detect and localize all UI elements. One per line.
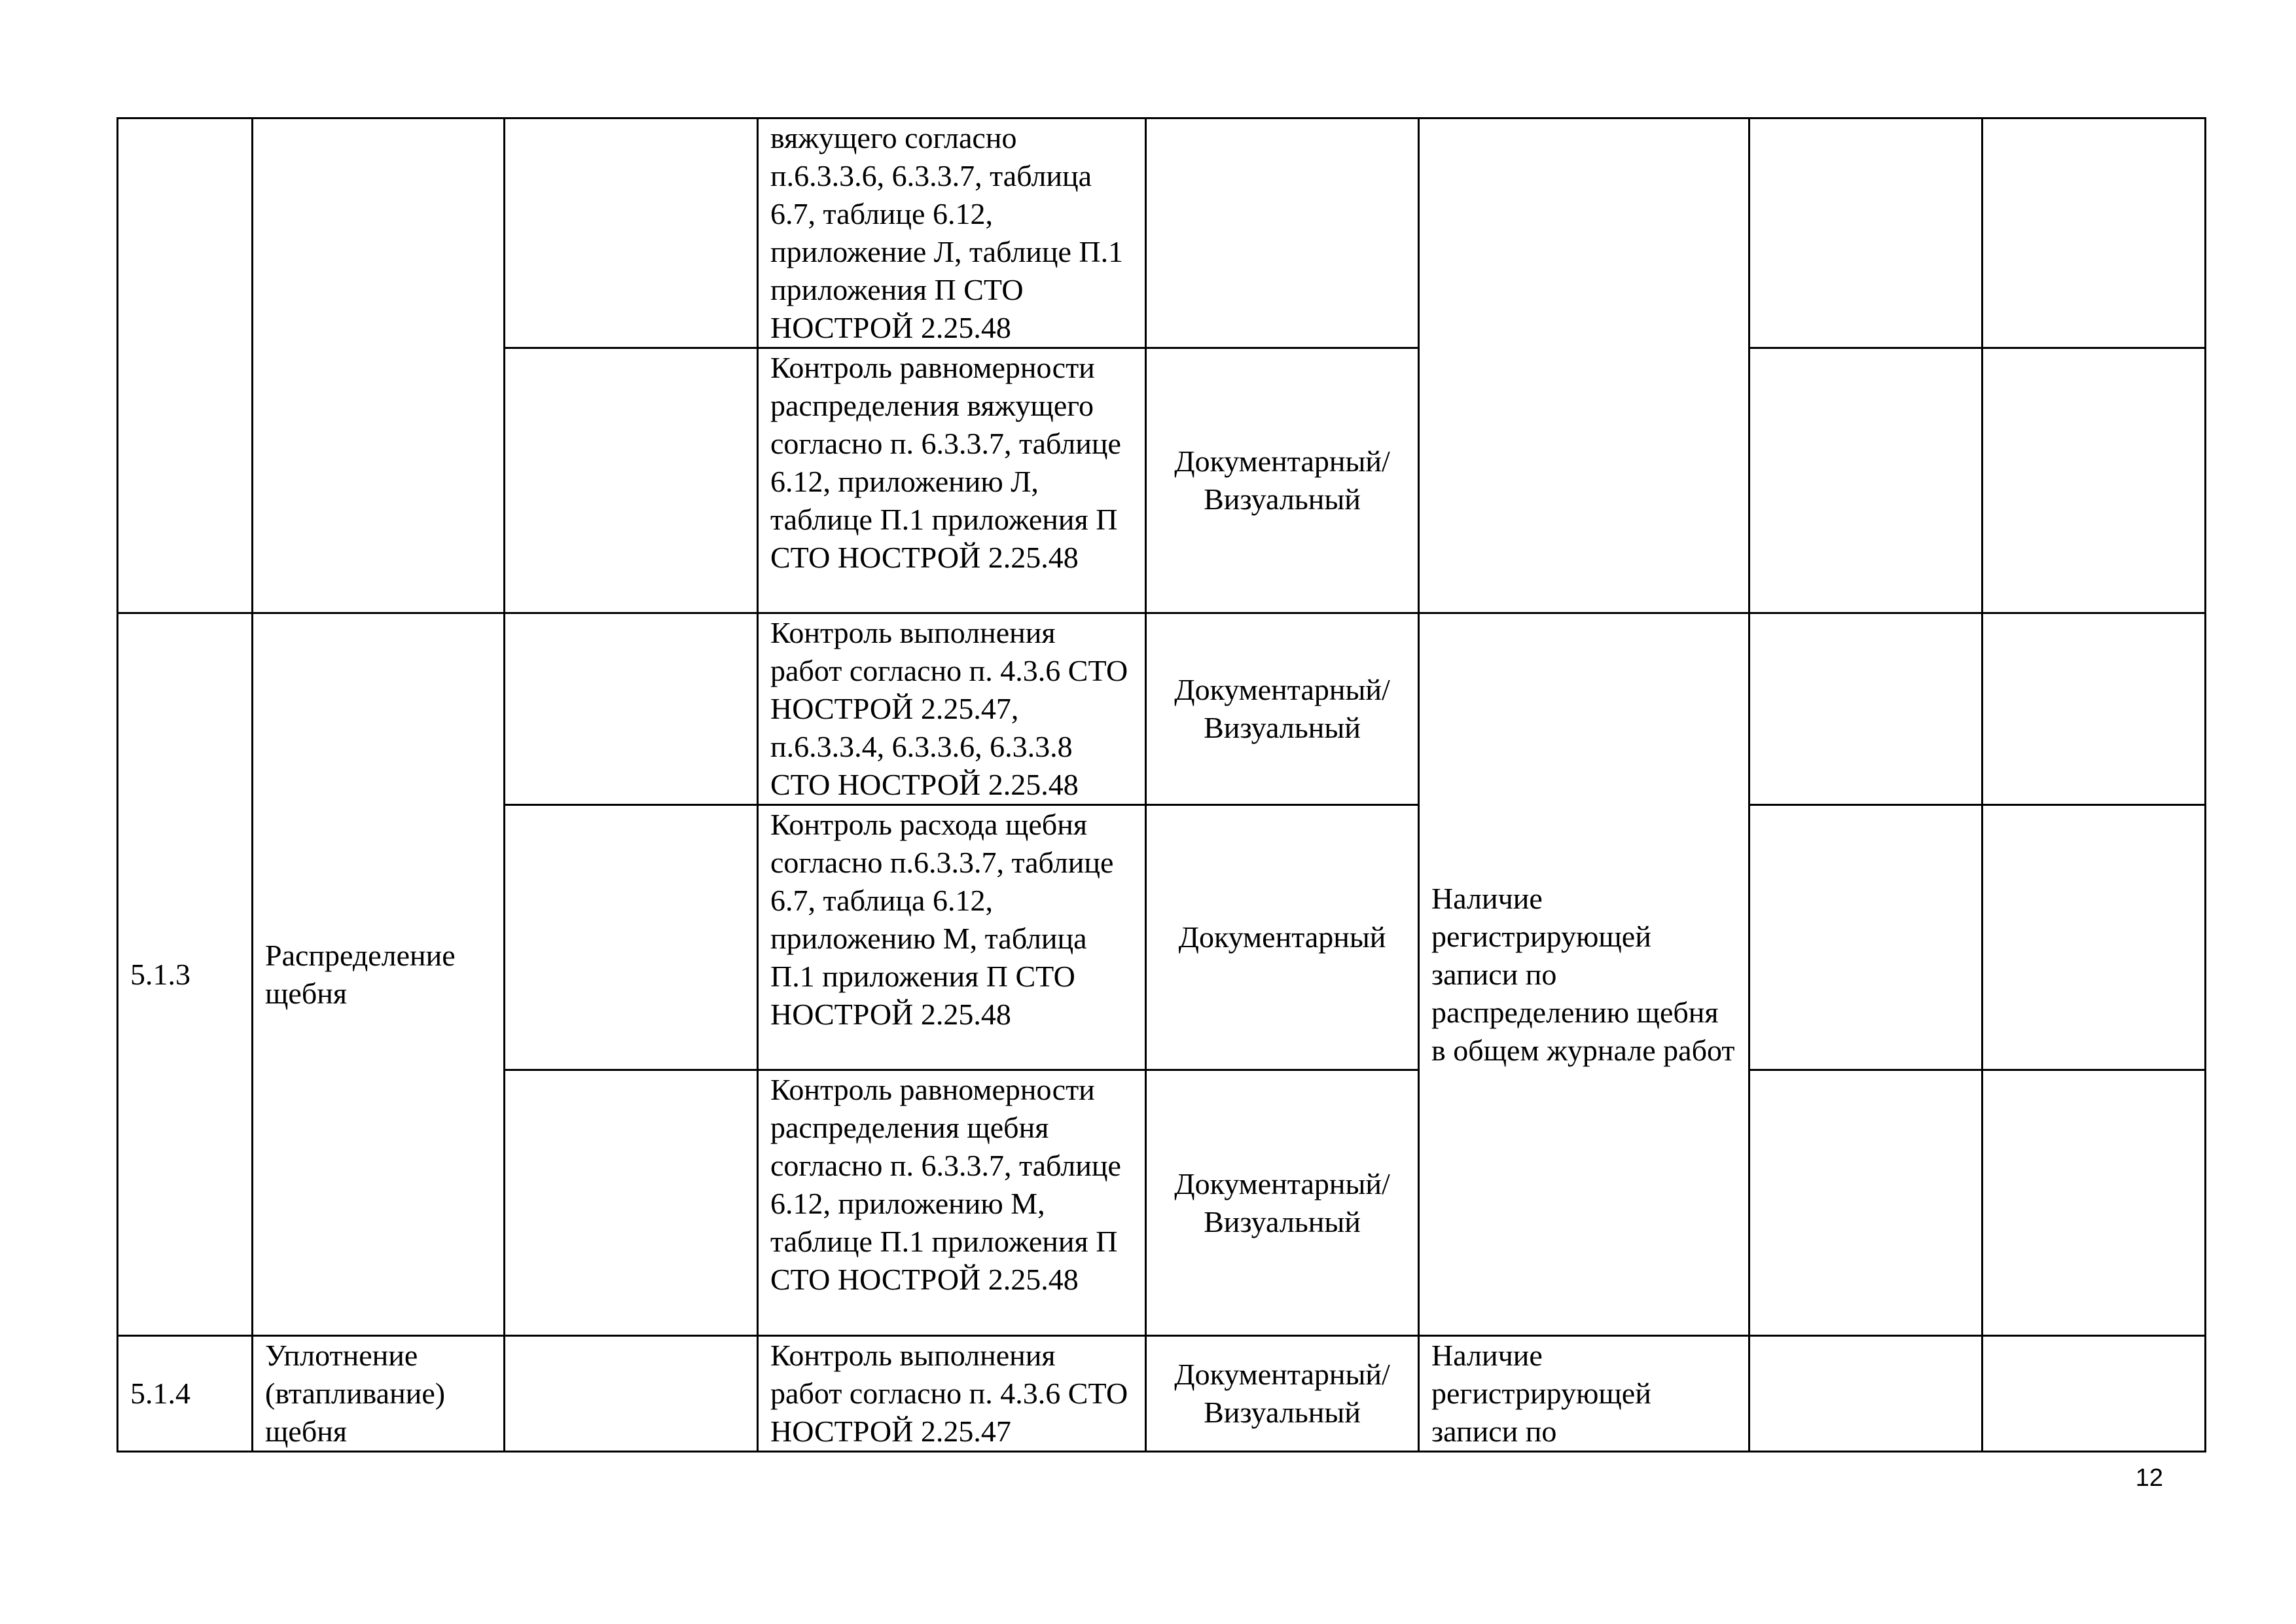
work-stage-cell: Распределение щебня xyxy=(253,613,505,1336)
method-cell: Документарный/ Визуальный xyxy=(1146,1070,1419,1336)
requirement-cell xyxy=(1419,118,1749,613)
inspection-table xyxy=(117,117,2206,1453)
work-stage-cell: Уплотнение (втапливание) щебня xyxy=(253,1336,505,1452)
note-cell xyxy=(1982,118,2206,348)
operation-cell xyxy=(505,613,758,805)
note-cell xyxy=(1982,613,2206,805)
operation-cell xyxy=(505,1070,758,1336)
result-cell xyxy=(1749,348,1982,613)
note-cell xyxy=(1982,348,2206,613)
control-cell: Контроль равномерности распределения вяжущего согласно п. 6.3.3.7, таблице 6.12, приложению Л, таблице П.1 приложения П СТО НОСТРОЙ 2.25.48 xyxy=(758,348,1146,613)
result-cell xyxy=(1749,118,1982,348)
item-number-cell xyxy=(118,118,253,613)
item-number-cell: 5.1.4 xyxy=(118,1336,253,1452)
note-cell xyxy=(1982,1336,2206,1452)
note-cell xyxy=(1982,805,2206,1070)
table-row xyxy=(118,1336,2206,1452)
method-cell: Документарный/ Визуальный xyxy=(1146,1336,1419,1452)
operation-cell xyxy=(505,1336,758,1452)
operation-cell xyxy=(505,805,758,1070)
control-cell: Контроль выполнения работ согласно п. 4.3.6 СТО НОСТРОЙ 2.25.47 xyxy=(758,1336,1146,1452)
work-stage-cell xyxy=(253,118,505,613)
control-cell: Контроль равномерности распределения щебня согласно п. 6.3.3.7, таблице 6.12, приложению М, таблице П.1 приложения П СТО НОСТРОЙ 2.25.48 xyxy=(758,1070,1146,1336)
operation-cell xyxy=(505,118,758,348)
page-number: 12 xyxy=(2135,1464,2163,1492)
operation-cell xyxy=(505,348,758,613)
table-row xyxy=(118,613,2206,805)
item-number-cell: 5.1.3 xyxy=(118,613,253,1336)
note-cell xyxy=(1982,1070,2206,1336)
control-cell: вяжущего согласно п.6.3.3.6, 6.3.3.7, таблица 6.7, таблице 6.12, приложение Л, таблице П.1 приложения П СТО НОСТРОЙ 2.25.48 xyxy=(758,118,1146,348)
method-cell: Документарный/ Визуальный xyxy=(1146,613,1419,805)
method-cell: Документарный xyxy=(1146,805,1419,1070)
control-cell: Контроль выполнения работ согласно п. 4.3.6 СТО НОСТРОЙ 2.25.47, п.6.3.3.4, 6.3.3.6, 6.3.3.8 СТО НОСТРОЙ 2.25.48 xyxy=(758,613,1146,805)
control-cell: Контроль расхода щебня согласно п.6.3.3.7, таблице 6.7, таблица 6.12, приложению М, таблица П.1 приложения П СТО НОСТРОЙ 2.25.48 xyxy=(758,805,1146,1070)
requirement-cell: Наличие регистрирующей записи по xyxy=(1419,1336,1749,1452)
method-cell xyxy=(1146,118,1419,348)
requirement-cell: Наличие регистрирующей записи по распределению щебня в общем журнале работ xyxy=(1419,613,1749,1336)
table-row xyxy=(118,118,2206,348)
result-cell xyxy=(1749,1070,1982,1336)
method-cell: Документарный/ Визуальный xyxy=(1146,348,1419,613)
result-cell xyxy=(1749,613,1982,805)
result-cell xyxy=(1749,805,1982,1070)
result-cell xyxy=(1749,1336,1982,1452)
